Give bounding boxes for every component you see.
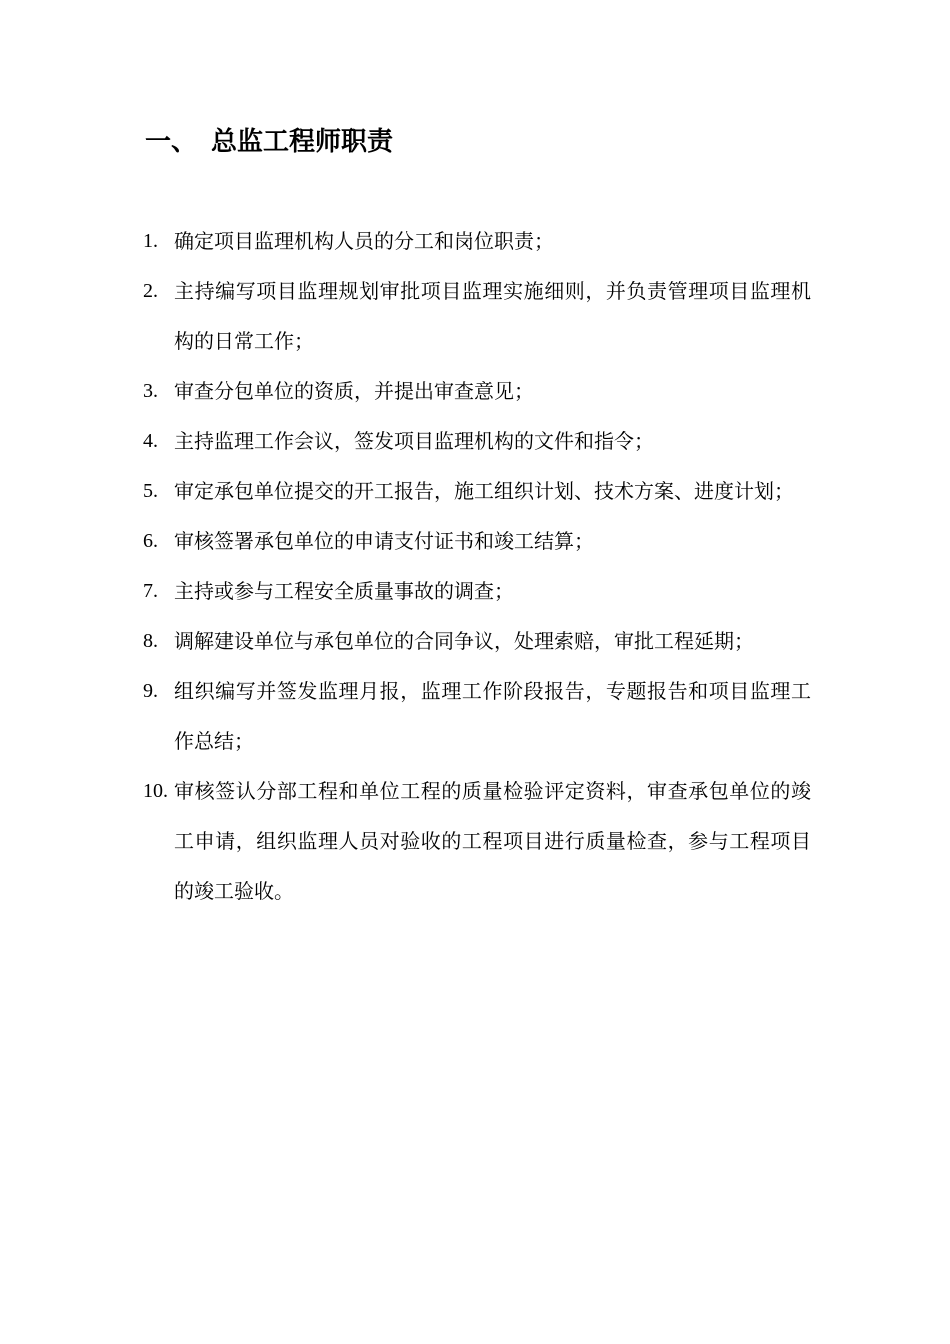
list-item-text: 确定项目监理机构人员的分工和岗位职责； [174, 229, 554, 253]
list-item [143, 216, 811, 266]
list-item-text: 审查分包单位的资质，并提出审查意见； [174, 379, 534, 403]
list-item-text: 审核签认分部工程和单位工程的质量检验评定资料，审查承包单位的竣工申请，组织监理人员对验收的工程项目进行质量检查，参与工程项目的竣工验收。 [174, 779, 811, 903]
list-item-number: 4. [143, 430, 158, 452]
list-item-number: 8. [143, 630, 158, 652]
list-item-number: 1. [143, 230, 158, 252]
duty-list [143, 216, 811, 916]
heading-number: 一、 [145, 127, 198, 157]
list-item-number: 10. [143, 780, 168, 802]
list-item [143, 266, 811, 366]
list-item-number: 3. [143, 380, 158, 402]
list-item-text: 调解建设单位与承包单位的合同争议，处理索赔，审批工程延期； [174, 629, 754, 653]
list-item-number: 6. [143, 530, 158, 552]
heading-title: 总监工程师职责 [211, 127, 394, 157]
list-item-number: 5. [143, 480, 158, 502]
list-item-text: 审定承包单位提交的开工报告，施工组织计划、技术方案、进度计划； [174, 479, 794, 503]
list-item-text: 审核签署承包单位的申请支付证书和竣工结算； [174, 529, 594, 553]
section-heading [145, 120, 845, 164]
list-item [143, 366, 811, 416]
list-item [143, 416, 811, 466]
list-item-number: 2. [143, 280, 158, 302]
list-item [143, 466, 811, 516]
list-item-text: 组织编写并签发监理月报，监理工作阶段报告，专题报告和项目监理工作总结； [174, 679, 811, 753]
list-item-number: 9. [143, 680, 158, 702]
list-item [143, 666, 811, 766]
list-item [143, 766, 811, 916]
list-item-text: 主持编写项目监理规划审批项目监理实施细则，并负责管理项目监理机构的日常工作； [174, 279, 811, 353]
list-item [143, 616, 811, 666]
list-item [143, 516, 811, 566]
list-item-text: 主持或参与工程安全质量事故的调查； [174, 579, 514, 603]
list-item-number: 7. [143, 580, 158, 602]
list-item-text: 主持监理工作会议，签发项目监理机构的文件和指令； [174, 429, 654, 453]
list-item [143, 566, 811, 616]
